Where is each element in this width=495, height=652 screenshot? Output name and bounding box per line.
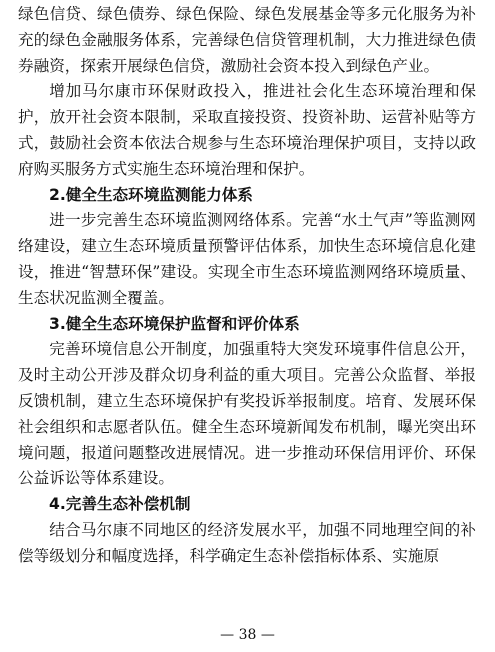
document-page bbox=[18, 2, 476, 570]
section-heading-compensation: 4.完善生态补偿机制 bbox=[49, 495, 191, 514]
paragraph-ecological-compensation: 结合马尔康不同地区的经济发展水平，加强不同地理空间的补偿等级划分和幅度选择，科学确定生态补偿指标体系、实施原 bbox=[18, 520, 476, 565]
section-heading-supervision: 3.健全生态环境保护监督和评价体系 bbox=[49, 314, 300, 333]
paragraph-green-finance: 绿色信贷、绿色债券、绿色保险、绿色发展基金等多元化服务为补充的绿色金融服务体系，完善绿色信贷管理机制，大力推进绿色债券融资，探索开展绿色信贷，激励社会资本投入到绿色产业。 bbox=[18, 5, 476, 75]
paragraph-monitoring-network: 进一步完善生态环境监测网络体系。完善“水土气声”等监测网络建设，建立生态环境质量预警评估体系，加快生态环境信息化建设，推进“智慧环保”建设。实现全市生态环境监测网络环境质量、生态状况监测全覆盖。 bbox=[18, 211, 476, 307]
page-number: — 38 — bbox=[220, 627, 275, 643]
paragraph-environmental-investment: 增加马尔康市环保财政投入，推进社会化生态环境治理和保护，放开社会资本限制，采取直接投资、投资补助、运营补贴等方式，鼓励社会资本依法合规参与生态环境治理保护项目，支持以政府购买服务方式实施生态环境治理和保护。 bbox=[18, 82, 476, 178]
section-heading-monitoring: 2.健全生态环境监测能力体系 bbox=[49, 185, 253, 204]
paragraph-information-disclosure: 完善环境信息公开制度，加强重特大突发环境事件信息公开，及时主动公开涉及群众切身利益的重大项目。完善公众监督、举报反馈机制，建立生态环境保护有奖投诉举报制度。培育、发展环保社会组织和志愿者队伍。健全生态环境新闻发布机制，曝光突出环境问题，报道问题整改进展情况。进一步推动环保信用评价、环保公益诉讼等体系建设。 bbox=[18, 340, 476, 488]
